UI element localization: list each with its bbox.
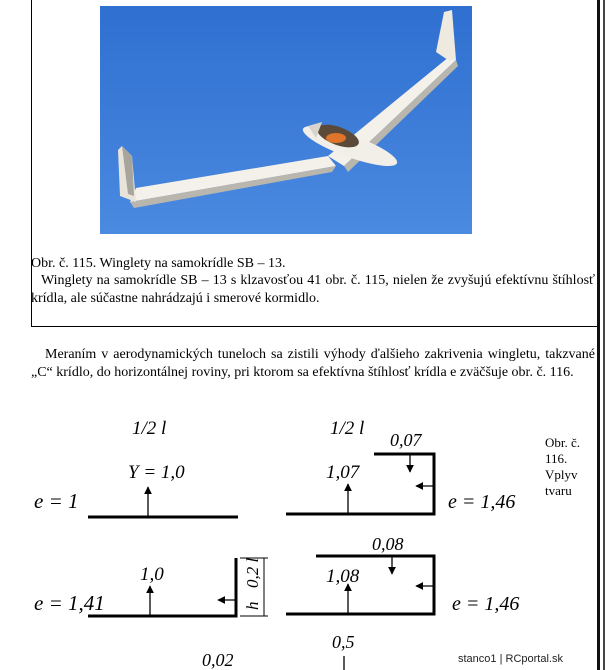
bottom-right-value: 0,5: [332, 632, 355, 652]
right-scroll-edge: [603, 0, 605, 670]
panel3-value: 1,0: [140, 564, 164, 585]
header-right: 1/2 l: [330, 418, 365, 439]
header-left: 1/2 l: [132, 418, 167, 439]
figure-caption: Obr. č. 115. Winglety na samokrídle SB – 13.: [31, 256, 286, 271]
right-margin-rule: [597, 0, 600, 670]
side-figure-caption: Obr. č. 116. Vplyv tvaru: [545, 435, 581, 498]
panel-4: [286, 534, 519, 615]
panel2-e: e = 1,46: [448, 491, 516, 513]
panel-1: [34, 462, 238, 517]
bottom-left-value: 0,02: [202, 650, 234, 670]
panel3-h: h: [243, 601, 262, 610]
paragraph-winglets: Winglety na samokrídle SB – 13 s klzavosťou 41 obr. č. 115, nielen že zvyšujú efektívnu štíhlosť krídla, ale súčastne nahrádzajú i smerové kormidlo.: [31, 273, 595, 306]
panel2-wing-line: [286, 454, 434, 514]
panel2-top: 0,07: [390, 430, 422, 450]
panel-3: [34, 558, 268, 617]
panel4-value: 1,08: [326, 566, 360, 587]
panel3-e: e = 1,41: [34, 591, 105, 615]
panel4-top: 0,08: [372, 534, 404, 554]
section-divider: [31, 326, 597, 327]
glider-photo: [100, 6, 472, 234]
panel1-e: e = 1: [34, 489, 79, 513]
panel2-value: 1,07: [326, 462, 360, 483]
panel4-e: e = 1,46: [452, 593, 520, 615]
panel1-Y: Y = 1,0: [128, 462, 185, 483]
panel3-h-value: 0,2 l: [243, 557, 262, 588]
panel4-wing-line: [286, 556, 434, 614]
watermark-footer: stanco1 | RCportal.sk: [458, 653, 563, 665]
paragraph-c-wing: Meraním v aerodynamických tuneloch sa zistili výhody ďalšieho zakrivenia wingletu, takzvané „C“ krídlo, do horizontálnej roviny, pri ktorom sa efektívna štíhlosť krídla e zväčšuje obr. č. 116.: [31, 347, 595, 380]
panel-2: [286, 430, 515, 514]
wing-shape-diagram: [0, 410, 545, 670]
